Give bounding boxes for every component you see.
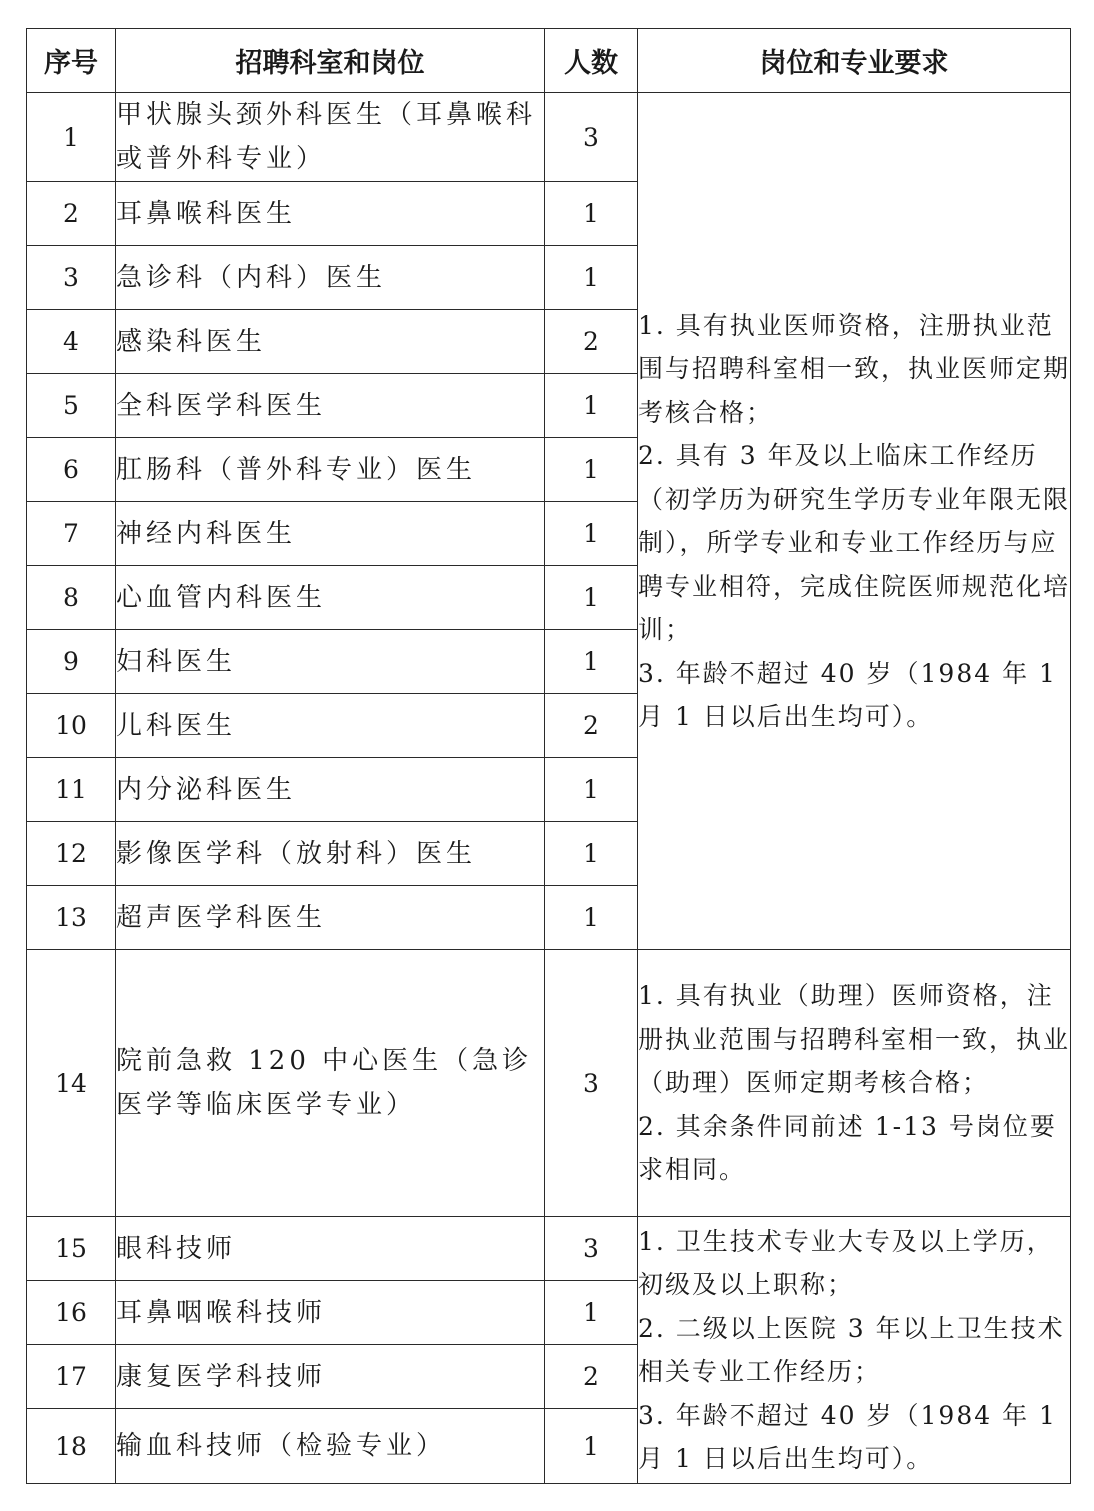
- requirements-group-2: [638, 950, 1071, 1217]
- requirement-item: 3. 年龄不超过 40 岁（1984 年 1 月 1 日以后出生均可）。: [638, 658, 1057, 731]
- row-post: 心血管内科医生: [116, 566, 545, 630]
- row-post: 影像医学科（放射科）医生: [116, 822, 545, 886]
- row-count: 1: [545, 886, 638, 950]
- row-post: 肛肠科（普外科专业）医生: [116, 438, 545, 502]
- row-post: 内分泌科医生: [116, 758, 545, 822]
- row-post: 眼科技师: [116, 1217, 545, 1281]
- header-post: 招聘科室和岗位: [116, 29, 545, 93]
- row-no: 4: [27, 310, 116, 374]
- row-count: 2: [545, 1345, 638, 1409]
- row-count: 3: [545, 1217, 638, 1281]
- row-no: 3: [27, 246, 116, 310]
- row-no: 16: [27, 1281, 116, 1345]
- table-row: [27, 950, 1071, 1217]
- row-count: 1: [545, 182, 638, 246]
- row-count: 1: [545, 502, 638, 566]
- recruitment-table: [26, 28, 1071, 1484]
- row-count: 1: [545, 1281, 638, 1345]
- row-no: 2: [27, 182, 116, 246]
- row-post: 院前急救 120 中心医生（急诊医学等临床医学专业）: [116, 950, 545, 1217]
- row-post: 康复医学科技师: [116, 1345, 545, 1409]
- table-header-row: [27, 29, 1071, 93]
- row-count: 1: [545, 630, 638, 694]
- row-post: 甲状腺头颈外科医生（耳鼻喉科或普外科专业）: [116, 93, 545, 182]
- requirement-item: 2. 其余条件同前述 1-13 号岗位要求相同。: [638, 1111, 1057, 1185]
- requirement-item: 1. 具有执业医师资格，注册执业范围与招聘科室相一致，执业医师定期考核合格；: [638, 310, 1071, 427]
- row-no: 9: [27, 630, 116, 694]
- row-no: 12: [27, 822, 116, 886]
- row-count: 1: [545, 374, 638, 438]
- requirement-item: 3. 年龄不超过 40 岁（1984 年 1 月 1 日以后出生均可）。: [638, 1400, 1057, 1473]
- table-row: [27, 93, 1071, 182]
- header-count: 人数: [545, 29, 638, 93]
- row-post: 急诊科（内科）医生: [116, 246, 545, 310]
- row-post: 儿科医生: [116, 694, 545, 758]
- requirements-group-3: [638, 1217, 1071, 1484]
- row-count: 2: [545, 310, 638, 374]
- row-count: 2: [545, 694, 638, 758]
- header-no: 序号: [27, 29, 116, 93]
- requirement-item: 1. 具有执业（助理）医师资格，注册执业范围与招聘科室相一致，执业（助理）医师定期考核合格；: [638, 981, 1071, 1098]
- row-post: 全科医学科医生: [116, 374, 545, 438]
- row-count: 1: [545, 758, 638, 822]
- row-count: 1: [545, 438, 638, 502]
- row-no: 8: [27, 566, 116, 630]
- row-post: 神经内科医生: [116, 502, 545, 566]
- row-no: 1: [27, 93, 116, 182]
- row-count: 1: [545, 246, 638, 310]
- row-post: 耳鼻咽喉科技师: [116, 1281, 545, 1345]
- row-post: 妇科医生: [116, 630, 545, 694]
- table-row: [27, 1217, 1071, 1281]
- row-no: 18: [27, 1409, 116, 1484]
- requirement-item: 2. 具有 3 年及以上临床工作经历（初学历为研究生学历专业年限无限制），所学专业和专业工作经历与应聘专业相符，完成住院医师规范化培训；: [638, 441, 1071, 644]
- row-no: 15: [27, 1217, 116, 1281]
- row-count: 1: [545, 822, 638, 886]
- row-no: 5: [27, 374, 116, 438]
- requirement-item: 2. 二级以上医院 3 年以上卫生技术相关专业工作经历；: [638, 1313, 1065, 1386]
- row-count: 3: [545, 950, 638, 1217]
- row-no: 11: [27, 758, 116, 822]
- requirement-item: 1. 卫生技术专业大专及以上学历，初级及以上职称；: [638, 1226, 1054, 1299]
- row-no: 13: [27, 886, 116, 950]
- row-post: 耳鼻喉科医生: [116, 182, 545, 246]
- row-no: 14: [27, 950, 116, 1217]
- row-no: 6: [27, 438, 116, 502]
- row-no: 17: [27, 1345, 116, 1409]
- header-requirements: 岗位和专业要求: [638, 29, 1071, 93]
- row-count: 1: [545, 1409, 638, 1484]
- row-post: 感染科医生: [116, 310, 545, 374]
- requirements-group-1: [638, 93, 1071, 950]
- row-post: 超声医学科医生: [116, 886, 545, 950]
- row-no: 7: [27, 502, 116, 566]
- row-post: 输血科技师（检验专业）: [116, 1409, 545, 1484]
- row-no: 10: [27, 694, 116, 758]
- row-count: 1: [545, 566, 638, 630]
- row-count: 3: [545, 93, 638, 182]
